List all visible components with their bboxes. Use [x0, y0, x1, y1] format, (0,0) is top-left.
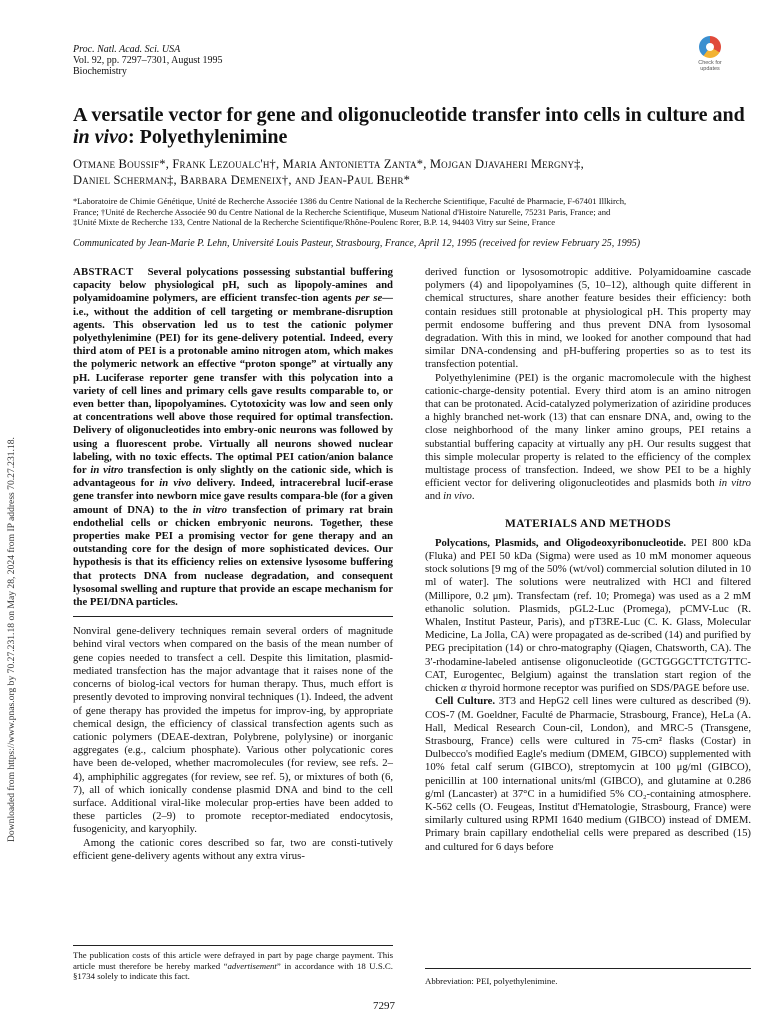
methods-heading: MATERIALS AND METHODS — [504, 517, 671, 530]
journal-header — [73, 44, 223, 77]
article-title: A versatile vector for gene and oligonucleotide transfer into cells in culture and in vivo: Polyethylenimine — [73, 104, 745, 148]
intro-paragraph-1: Nonviral gene-delivery techniques remain several orders of magnitude behind viral vectors when compared on the basis of the mean number of gene copies needed to transfect a cell. Despite this limitation, plasmid-mediated transfection has the major advantage that it raises none of the concerns of biolog-ical vectors for human therapy. Thus, much effort is presently devoted to improving nonviral techniques (1). Indeed, the advent of gene therapy has provided the impetus for improv-ing, by appropriate chemical design, the efficiency of classical transfection agents such as cationic polymers (DEAE-dextran, Polybrene, polylysine) or inorganic aggregates (e.g., calcium phosphate). Various other polycationic cores have been de-veloped, whether macromolecules (for review, see refs. 2–4), amphiphilic aggregates (for review, see ref. 5), or mixtures of both (6, 7), all of which ionically condense plasmid DNA and bind to the cell surface. Additional viral-like molecular prop-erties have been added to these particles (2–9) to promote receptor-mediated endocytosis, fusogenicity, and karyophily. — [73, 625, 393, 836]
left-column — [73, 266, 393, 863]
page-number: 7297 — [373, 1000, 395, 1012]
badge-label: Check for updates — [698, 60, 722, 72]
authors-line-2: Daniel Scherman‡, Barbara Demeneix†, and Jean-Paul Behr* — [73, 173, 411, 187]
footnote-divider-right — [425, 968, 751, 969]
download-notice: Downloaded from https://www.pnas.org by 70.27.231.18 on May 28, 2024 from IP address 70.27.231.18. — [6, 437, 17, 843]
journal-section: Biochemistry — [73, 66, 127, 77]
check-updates-icon — [699, 36, 721, 58]
abstract: ABSTRACT Several polycations possessing substantial buffering capacity below physiological pH, such as lipopoly-amines and polyamidoamine polymers, are efficient transfec-tion agents per se—i.e., without the addition of cell targeting or membrane-disruption agents. This observation led us to test the cationic polymer polyethylenimine (PEI) for its gene-delivery potential. Indeed, every third atom of PEI is a protonable amino nitrogen atom, which makes the polymeric network an effective “proton sponge” at virtually any pH. Luciferase reporter gene transfer with this polycation into a variety of cell lines and primary cells gave results comparable to, or even better than, lipopolyamines. Cytotoxicity was low and seen only at concentrations well above those required for optimal transfection. Delivery of oligonucleotides into embry-onic neurons was followed by using a fluorescent probe. Virtually all neurons showed nuclear labeling, with no toxic effects. The optimal PEI cation/anion balance for in vitro transfection is only slightly on the cationic side, which is advantageous for in vivo delivery. Indeed, intracerebral lucif-erase gene transfer into newborn mice gave results compara-ble (for a given amount of DNA) to the in vitro transfection of primary rat brain endothelial cells or chicken embryonic neurons. Together, these properties make PEI a promising vector for gene therapy and an outstanding core for the design of more sophisticated devices. Our hypothesis is that its efficiency relies on extensive lysosome buffering that protects DNA from nuclease degradation, and consequent lysosomal swelling and rupture that provide an escape mechanism for the PEI/DNA particles. — [73, 266, 394, 609]
methods-cell-culture: Cell Culture. 3T3 and HepG2 cell lines were cultured as described (9). COS-7 (M. Goeldner, Faculté de Pharmacie, Strasbourg, France), HeLa (A. Hall, Medical Research Coun-cil, London), and MRC-5 (Transgene, Strasbourg, France) cells were cultured in 75-cm² flasks (Costar) in Dulbecco's modified Eagle's medium (DMEM, GIBCO) supplemented with 10% fetal calf serum (GIBCO), streptomycin at 100 μg/ml (GIBCO), penicillin at 100 international units/ml (GIBCO), and glutamine at 0.286 g/ml (Lancaster) at 37°C in a humidified 5% CO₂-containing atmosphere. K-562 cells (O. Feugeas, Institut d'Hematologie, Strasbourg, France) were similarly cultured using RPMI 1640 medium (GIBCO) instead of DMEM. Primary brain capillary endothelial cells were prepared as described (15) and cultured for 6 days before — [425, 695, 751, 853]
journal-name: Proc. Natl. Acad. Sci. USA — [73, 44, 181, 55]
right-column — [425, 266, 751, 854]
check-for-updates-badge[interactable] — [690, 36, 730, 76]
authors-line-1: Otmane Boussif*, Frank Lezoualc'h†, Maria Antonietta Zanta*, Mojgan Djavaheri Mergny‡, — [73, 157, 584, 171]
abbreviation-footnote: Abbreviation: PEI, polyethylenimine. — [425, 976, 558, 986]
communicated-by: Communicated by Jean-Marie P. Lehn, Université Louis Pasteur, Strasbourg, France, April 12, 1995 (received for review February 25, 1995) — [73, 238, 641, 249]
affiliations: *Laboratoire de Chimie Génétique, Unité de Recherche Associée 1386 du Centre National de la Recherche Scientifique, Faculté de Pharmacie, F-67401 Illkirch, France; †Unité de Recherche Associée 90 du Centre National de la Recherche Scientifique, Museum National d'Histoire Naturelle, 75231 Paris, France; and ‡Unité Mixte de Recherche 133, Centre National de la Recherche Scientifique/Rhône-Poulenc Rorer, B.P. 14, 94403 Vitry sur Seine, France — [73, 196, 627, 227]
intro-paragraph-2: Among the cationic cores described so far, two are consti-tutively efficient gene-delivery agents without any extra virus- — [73, 836, 393, 862]
abstract-divider — [73, 616, 393, 617]
author-list — [73, 156, 753, 188]
publication-cost-footnote: The publication costs of this article were defrayed in part by page charge payment. This article must therefore be hereby marked “advertisement” in accordance with 18 U.S.C. §1734 solely to indicate this fact. — [73, 950, 393, 982]
journal-volume: Vol. 92, pp. 7297–7301, August 1995 — [73, 55, 223, 66]
methods-polycations: Polycations, Plasmids, and Oligodeoxyribonucleotide. PEI 800 kDa (Fluka) and PEI 50 kDa (Sigma) were used as 10 mM monomer aqueous stock solutions [9 mg of the 50% (wt/vol) commercial solution diluted in 10 ml of water]. The solutions were neutralized with HCl and filtered (Millipore, 0.2 μm). Transfectam (ref. 10; Promega) was used as a 2 mM ethanolic solution. Plasmids, pGL2-Luc (Promega), pCMV-Luc (R. Whalen, Institut Pasteur, Paris), and pT3RE-Luc (C. K. Glass, Molecular Medicine, La Jolla, CA) were propagated as de-scribed (14) and purified by PEG precipitation (14) or chro-matography (Qiagen, Chatsworth, CA). The 3′-rhodamine-labeled antisense oligonucleotide (GCTGGGCTTCTGTTC-CAT, Eurogentec, Belgium) against the translation start region of the chicken α thyroid hormone receptor was purified on SDS/PAGE before use. — [425, 536, 751, 695]
pei-paragraph: Polyethylenimine (PEI) is the organic macromolecule with the highest cationic-charge-density potential. Every third atom is an amino nitrogen that can be protonated. Acid-catalyzed polymerization of aziridine produces a highly branched net-work (13) that can ensnare DNA, and, owing to the close neighborhood of the many linker amino groups, PEI retains a substantial buffering capacity at virtually any pH. Our results suggest that this simple molecular property is related to the efficiency of the complex multistage process of transfection. Indeed, we show PEI to be a highly efficient vector for delivering oligonucleotides and plasmids both in vitro and in vivo. — [425, 371, 751, 503]
abstract-label: ABSTRACT — [73, 266, 134, 278]
intro-continued: derived function or lysosomotropic additive. Polyamidoamine cascade polymers (4) and lipopolyamines (5, 10–12), although quite different in chemical structures, share another feature besides their efficiency: both contain residues still protonable at physiological pH. This property may permit endosome buffering and thus prevent DNA from lysosomal degradation. With this in mind, we looked for another compound that had similar DNA-condensing and pH-buffering properties so as to test its transfection potential. — [425, 266, 751, 371]
footnote-divider-left — [73, 945, 393, 946]
